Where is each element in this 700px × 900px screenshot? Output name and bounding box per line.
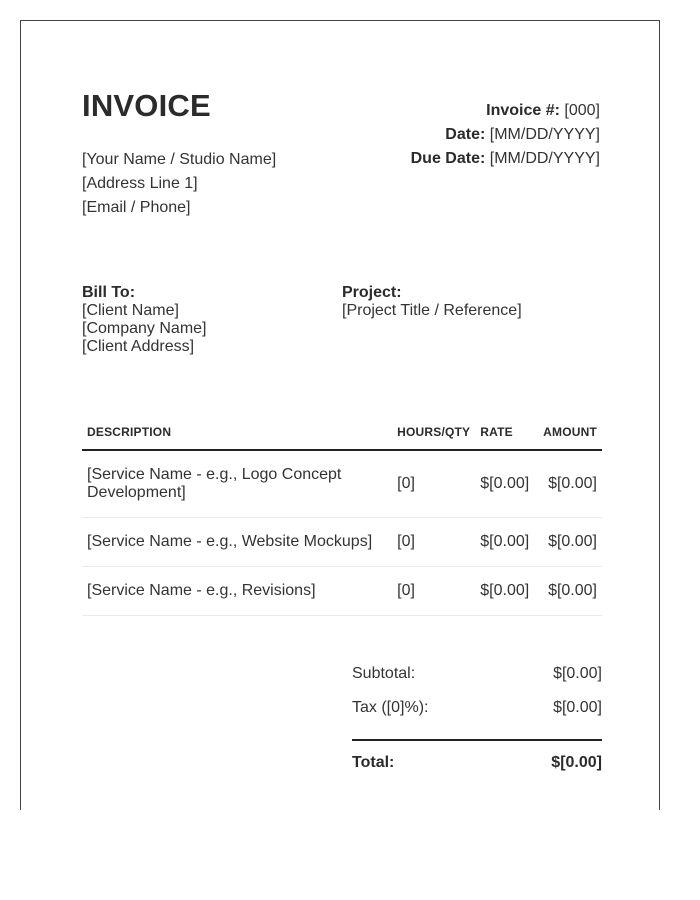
sender-block — [82, 148, 276, 220]
total-value: $[0.00] — [551, 754, 602, 771]
invoice-due-label: Due Date: — [410, 150, 486, 167]
subtotal-label: Subtotal: — [352, 665, 416, 682]
subtotal-row — [352, 662, 602, 696]
invoice-meta — [411, 99, 600, 171]
invoice-due-line — [411, 147, 600, 171]
invoice-date-value: [MM/DD/YYYY] — [489, 126, 600, 143]
row-description: [Service Name - e.g., Logo Concept Development] — [82, 450, 392, 518]
row-qty: [0] — [392, 450, 475, 518]
client-name: [Client Name] — [82, 302, 179, 319]
table-row — [82, 450, 602, 518]
table-row — [82, 518, 602, 567]
project-label: Project: — [342, 284, 402, 301]
row-description: [Service Name - e.g., Revisions] — [82, 567, 392, 616]
header-rate: RATE — [475, 419, 538, 450]
sender-contact: [Email / Phone] — [82, 199, 191, 216]
header-amount: AMOUNT — [538, 419, 602, 450]
subtotal-value: $[0.00] — [553, 665, 602, 682]
row-rate: $[0.00] — [475, 450, 538, 518]
row-qty: [0] — [392, 518, 475, 567]
invoice-page — [20, 20, 660, 810]
line-items — [82, 419, 602, 616]
tax-value: $[0.00] — [553, 699, 602, 716]
line-items-table — [82, 419, 602, 616]
row-rate: $[0.00] — [475, 518, 538, 567]
tax-row — [352, 696, 602, 730]
invoice-title: INVOICE — [82, 88, 211, 123]
invoice-number-line — [411, 99, 600, 123]
row-amount: $[0.00] — [538, 567, 602, 616]
invoice-date-label: Date: — [445, 126, 486, 143]
company-name: [Company Name] — [82, 320, 207, 337]
invoice-due-value: [MM/DD/YYYY] — [489, 150, 600, 167]
row-description: [Service Name - e.g., Website Mockups] — [82, 518, 392, 567]
total-row — [352, 739, 602, 785]
bill-to-block — [82, 284, 207, 356]
header-description: DESCRIPTION — [82, 419, 392, 450]
invoice-number-value: [000] — [564, 102, 600, 119]
total-label: Total: — [352, 754, 395, 771]
invoice-number-label: Invoice #: — [486, 102, 560, 119]
table-header-row — [82, 419, 602, 450]
tax-label: Tax ([0]%): — [352, 699, 429, 716]
client-address: [Client Address] — [82, 338, 195, 355]
invoice-date-line — [411, 123, 600, 147]
totals-block — [352, 662, 602, 785]
project-title: [Project Title / Reference] — [342, 302, 522, 319]
project-block — [342, 284, 522, 320]
table-row — [82, 567, 602, 616]
header-hours-qty: HOURS/QTY — [392, 419, 475, 450]
row-amount: $[0.00] — [538, 450, 602, 518]
row-rate: $[0.00] — [475, 567, 538, 616]
sender-address: [Address Line 1] — [82, 175, 198, 192]
row-amount: $[0.00] — [538, 518, 602, 567]
sender-name: [Your Name / Studio Name] — [82, 151, 277, 168]
row-qty: [0] — [392, 567, 475, 616]
bill-to-label: Bill To: — [82, 284, 136, 301]
